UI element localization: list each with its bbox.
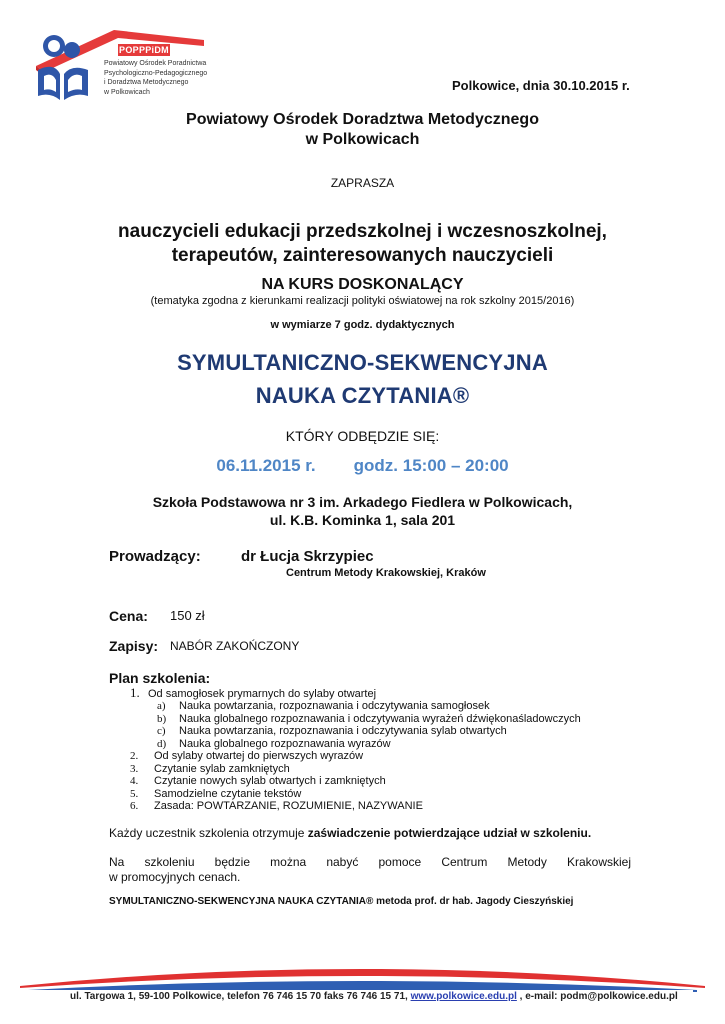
invites-label: ZAPRASZA	[330, 176, 395, 190]
course-time: godz. 15:00 – 20:00	[353, 456, 509, 475]
list-letter: c)	[157, 725, 166, 737]
list-number: 3.	[130, 762, 139, 775]
list-item-text: Czytanie nowych sylab otwartych i zamkniętych	[154, 775, 386, 787]
course-datetime	[0, 456, 725, 476]
list-item-text: Nauka globalnego rozpoznawania i odczytywania wyrażeń dźwiękonaśladowczych	[179, 712, 581, 725]
course-heading: NA KURS DOSKONALĄCY	[261, 276, 464, 293]
price-value: 150 zł	[170, 608, 205, 623]
teaching-aids-note: Na szkoleniu będzie można nabyć pomoce Centrum Metody Krakowskiej	[109, 855, 631, 869]
logo-line: Powiatowy Ośrodek Poradnictwa	[104, 60, 207, 67]
organizer-city: w Polkowicach	[305, 131, 420, 148]
plan-item-1	[130, 687, 376, 701]
list-number: 6.	[130, 800, 139, 812]
venue-line-1: Szkoła Podstawowa nr 3 im. Arkadego Fiedlera w Polkowicach,	[152, 494, 573, 510]
trainer-institution: Centrum Metody Krakowskiej, Kraków	[286, 567, 486, 579]
method-note: SYMULTANICZNO-SEKWENCYJNA NAUKA CZYTANIA® metoda prof. dr hab. Jagody Cieszyńskiej	[109, 896, 574, 907]
plan-subitem-d	[157, 738, 391, 751]
list-number: 4.	[130, 775, 139, 787]
logo-line: w Polkowicach	[104, 88, 150, 96]
trainer-name: dr Łucja Skrzypiec	[241, 548, 374, 565]
plan-subitem-c	[157, 725, 507, 738]
certificate-note	[109, 826, 591, 840]
logo-line: Psychologiczno-Pedagogicznego	[104, 69, 208, 77]
list-item-text: Samodzielne czytanie tekstów	[154, 787, 302, 800]
teaching-aids-note-line-2: w promocyjnych cenach.	[109, 870, 241, 884]
plan-item-2	[130, 750, 363, 763]
price-label: Cena:	[109, 608, 148, 624]
signup-label: Zapisy:	[109, 638, 159, 654]
takes-place-label: KTÓRY ODBĘDZIE SIĘ:	[285, 428, 440, 444]
website-link[interactable]: www.polkowice.edu.pl	[410, 991, 517, 1002]
plan-heading: Plan szkolenia:	[109, 670, 211, 686]
course-hours: w wymiarze 7 godz. dydaktycznych	[270, 319, 455, 331]
audience-line-1: nauczycieli edukacji przedszkolnej i wczesnoszkolnej,	[118, 221, 607, 242]
list-number: 1.	[130, 685, 140, 700]
list-item-text: Nauka globalnego rozpoznawania wyrazów	[179, 737, 391, 750]
footer-address: ul. Targowa 1, 59-100 Polkowice, telefon 76 746 15 70 faks 76 746 15 71,	[70, 991, 411, 1002]
audience-line-2: terapeutów, zainteresowanych nauczycieli	[171, 245, 554, 266]
logo-line: i Doradztwa Metodycznego	[104, 79, 189, 86]
list-letter: b)	[157, 712, 167, 725]
logo-badge: POPPPiDM	[119, 45, 169, 55]
venue-line-2: ul. K.B. Kominka 1, sala 201	[269, 512, 456, 528]
course-date: 06.11.2015 r.	[216, 456, 316, 475]
list-item-text: Nauka powtarzania, rozpoznawania i odczytywania sylab otwartych	[179, 725, 507, 737]
logo-head-hole	[48, 40, 60, 52]
certificate-note-bold: zaświadczenie potwierdzające udział w szkoleniu.	[307, 826, 592, 840]
plan-item-4	[130, 775, 386, 788]
logo-head-right	[64, 42, 80, 58]
signup-status: NABÓR ZAKOŃCZONY	[170, 639, 300, 653]
plan-subitem-b	[157, 713, 581, 726]
logo-caption	[104, 59, 214, 97]
list-number: 5.	[130, 787, 139, 800]
logo-page-left	[44, 75, 56, 92]
course-title-line-1: SYMULTANICZNO-SEKWENCYJNA	[177, 350, 548, 375]
plan-item-5	[130, 788, 301, 801]
list-item-text: Od sylaby otwartej do pierwszych wyrazów	[154, 750, 364, 762]
plan-item-3	[130, 763, 290, 776]
list-letter: a)	[157, 700, 166, 712]
plan-subitem-a	[157, 700, 490, 713]
list-item-text: Czytanie sylab zamkniętych	[154, 762, 290, 775]
footer-email: , e-mail: podm@polkowice.edu.pl	[516, 991, 678, 1002]
organizer-name: Powiatowy Ośrodek Doradztwa Metodycznego	[186, 111, 539, 128]
list-letter: d)	[157, 737, 167, 750]
footer-contact	[70, 991, 678, 1002]
document-date: Polkowice, dnia 30.10.2015 r.	[452, 78, 630, 93]
list-item-text: Nauka powtarzania, rozpoznawania i odczytywania samogłosek	[179, 700, 490, 712]
list-item-text: Od samogłosek prymarnych do sylaby otwartej	[148, 688, 377, 700]
list-item-text: Zasada: POWTARZANIE, ROZUMIENIE, NAZYWANIE	[154, 800, 423, 812]
footer-wave-decoration	[0, 958, 725, 992]
trainer-label: Prowadzący:	[109, 548, 201, 565]
course-title-line-2: NAUKA CZYTANIA®	[255, 383, 470, 408]
certificate-note-text: Każdy uczestnik szkolenia otrzymuje	[109, 826, 308, 840]
course-note: (tematyka zgodna z kierunkami realizacji polityki oświatowej na rok szkolny 2015/2016)	[150, 295, 575, 307]
plan-item-6	[130, 800, 423, 813]
list-number: 2.	[130, 750, 139, 762]
